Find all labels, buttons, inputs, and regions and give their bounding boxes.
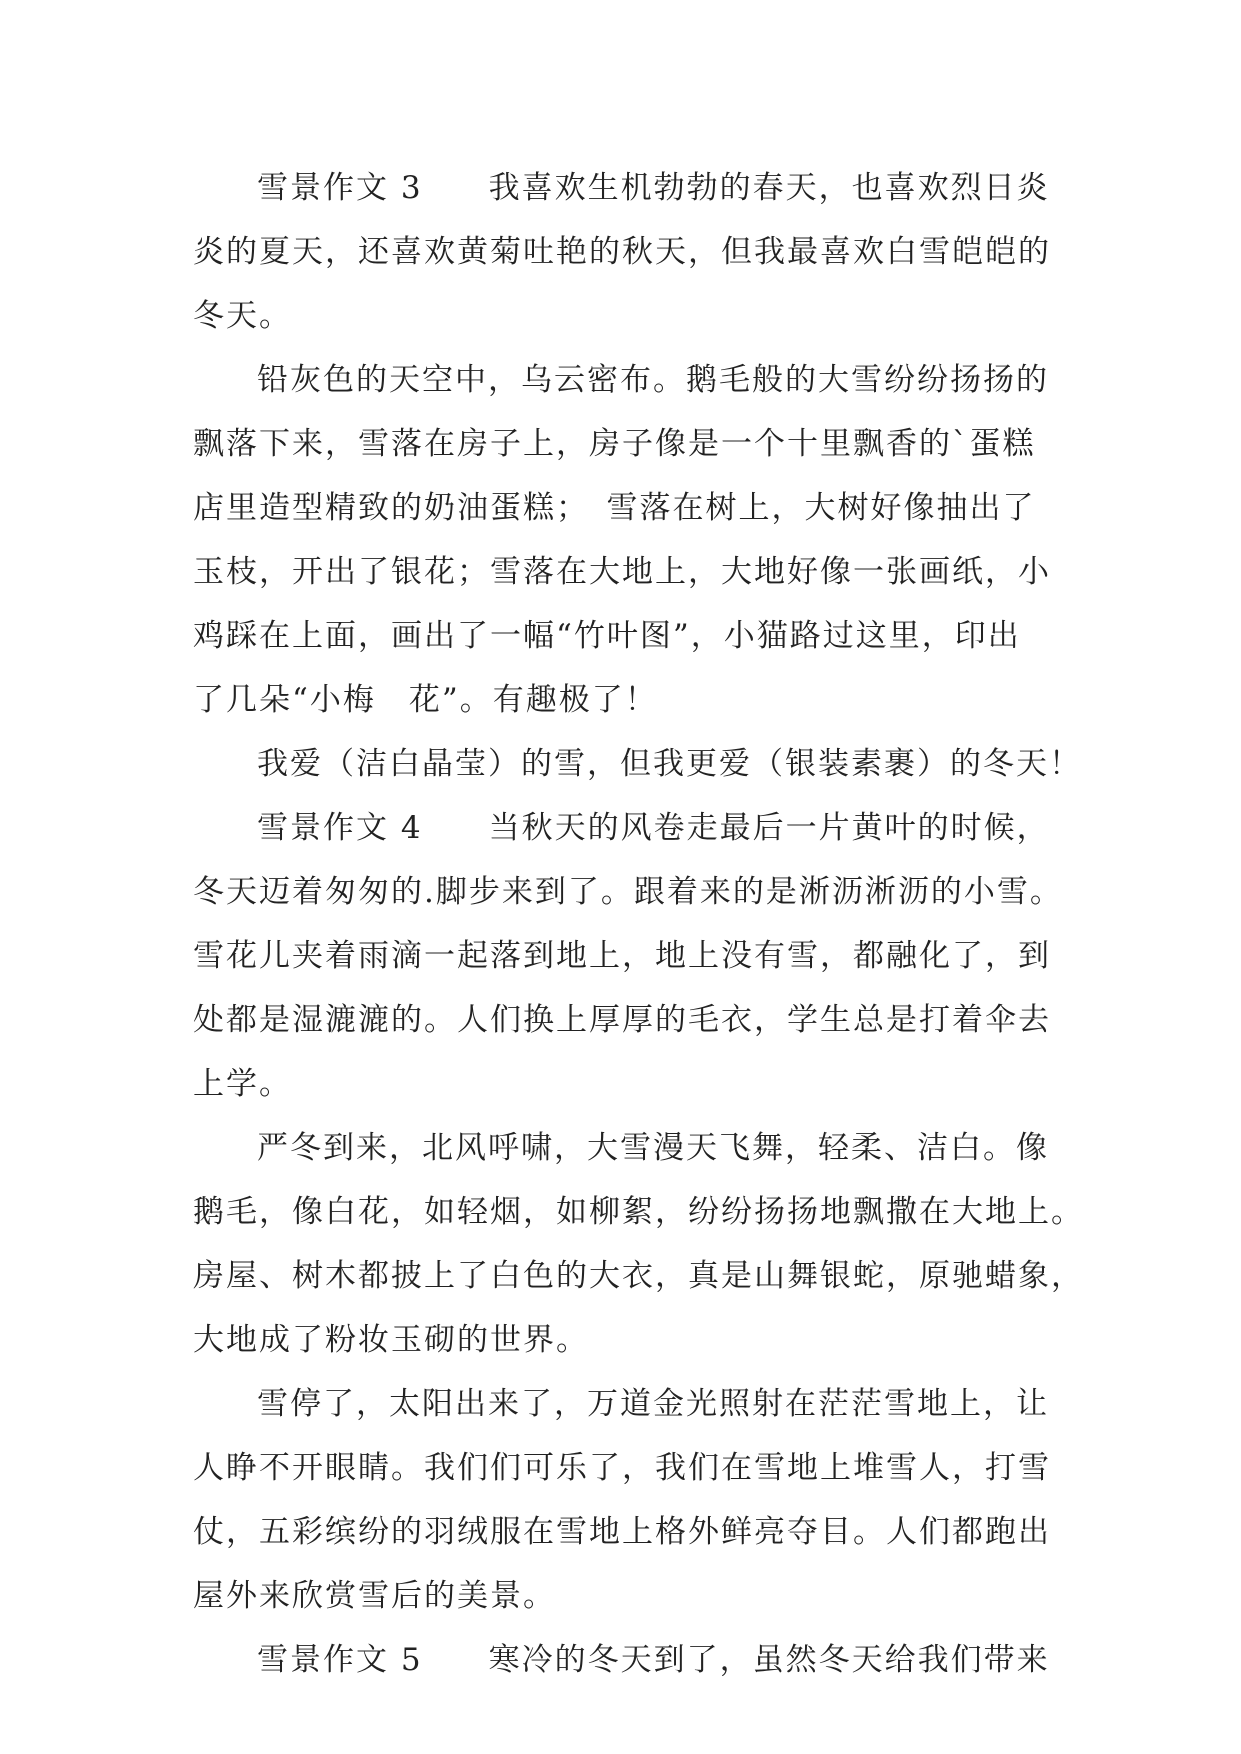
text-line: 雪景作文 4 当秋天的风卷走最后一片黄叶的时候， <box>257 810 1050 846</box>
text-line: 店里造型精致的奶油蛋糕； 雪落在树上，大树好像抽出了 <box>193 490 1036 526</box>
text-line: 冬天迈着匆匆的.脚步来到了。跟着来的是淅沥淅沥的小雪。 <box>193 874 1063 910</box>
text-line: 房屋、树木都披上了白色的大衣，真是山舞银蛇，原驰蜡象， <box>193 1258 1084 1294</box>
text-line: 屋外来欣赏雪后的美景。 <box>193 1578 556 1614</box>
text-line: 上学。 <box>193 1066 292 1102</box>
text-line: 人睁不开眼睛。我们们可乐了，我们在雪地上堆雪人，打雪 <box>193 1450 1051 1486</box>
text-line: 我爱（洁白晶莹）的雪，但我更爱（银装素裹）的冬天！ <box>257 746 1082 782</box>
text-line: 鹅毛，像白花，如轻烟，如柳絮，纷纷扬扬地飘撒在大地上。 <box>193 1194 1084 1230</box>
text-line: 雪停了，太阳出来了，万道金光照射在茫茫雪地上，让 <box>257 1386 1049 1422</box>
text-line: 了几朵“小梅 花”。有趣极了！ <box>193 682 658 718</box>
text-line: 雪景作文 3 我喜欢生机勃勃的春天，也喜欢烈日炎 <box>257 170 1050 206</box>
document-page <box>193 156 1084 1692</box>
text-line: 铅灰色的天空中，乌云密布。鹅毛般的大雪纷纷扬扬的 <box>257 362 1049 398</box>
text-line: 大地成了粉妆玉砌的世界。 <box>193 1322 589 1358</box>
text-line: 处都是湿漉漉的。人们换上厚厚的毛衣，学生总是打着伞去 <box>193 1002 1051 1038</box>
text-line: 冬天。 <box>193 298 292 334</box>
text-line: 雪景作文 5 寒冷的冬天到了，虽然冬天给我们带来 <box>257 1642 1050 1678</box>
text-line: 仗，五彩缤纷的羽绒服在雪地上格外鲜亮夺目。人们都跑出 <box>193 1514 1051 1550</box>
text-line: 玉枝，开出了银花；雪落在大地上，大地好像一张画纸，小 <box>193 554 1051 590</box>
text-line: 炎的夏天，还喜欢黄菊吐艳的秋天，但我最喜欢白雪皑皑的 <box>193 234 1051 270</box>
text-line: 雪花儿夹着雨滴一起落到地上，地上没有雪，都融化了，到 <box>193 938 1051 974</box>
text-line: 鸡踩在上面，画出了一幅“竹叶图”，小猫路过这里，印出 <box>193 618 1021 654</box>
text-line: 严冬到来，北风呼啸，大雪漫天飞舞，轻柔、洁白。像 <box>257 1130 1049 1166</box>
text-line: 飘落下来，雪落在房子上，房子像是一个十里飘香的`蛋糕 <box>193 426 1036 462</box>
